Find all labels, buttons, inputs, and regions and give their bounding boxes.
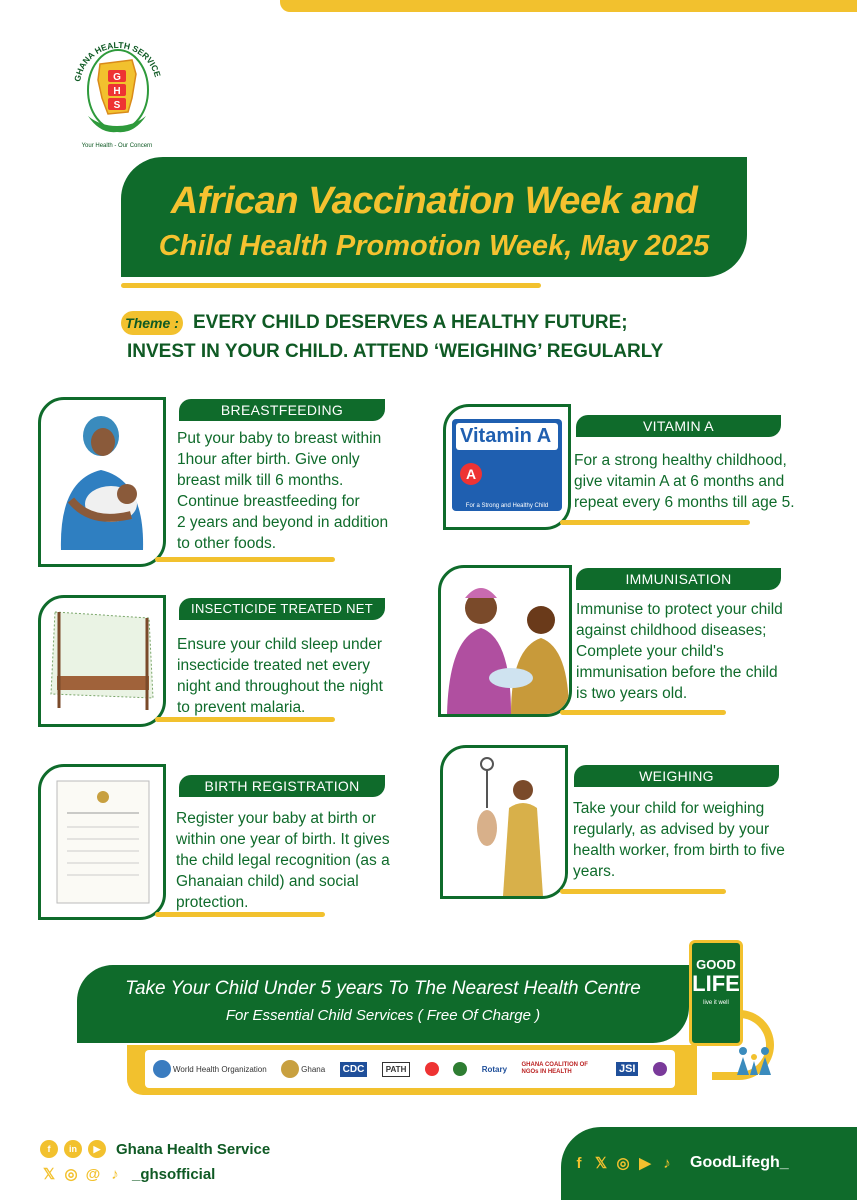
goodlife-logo	[689, 940, 743, 1046]
page-subtitle: Child Health Promotion Week, May 2025	[158, 230, 710, 262]
immunisation-image	[438, 565, 572, 717]
immunisation-line: Complete your child's	[576, 643, 724, 660]
goodlife-word-good: GOOD	[696, 957, 736, 972]
ghana-seal-icon	[453, 1062, 467, 1076]
vitamin-a-line: give vitamin A at 6 months and	[574, 473, 785, 490]
tiktok-icon[interactable]: ♪	[111, 1165, 119, 1183]
net-title: INSECTICIDE TREATED NET	[179, 598, 385, 620]
footer-social-row-2	[40, 1165, 215, 1183]
footer-org-name: Ghana Health Service	[116, 1140, 271, 1158]
birth-certificate-illustration	[41, 767, 163, 917]
facebook-icon[interactable]: f	[576, 1154, 582, 1172]
goodlife-tagline: live it well	[703, 1000, 729, 1006]
weighing-line: Take your child for weighing	[573, 800, 765, 817]
partner-rotary: Rotary	[481, 1064, 508, 1074]
birth-registration-image	[38, 764, 166, 920]
weighing-title: WEIGHING	[574, 765, 779, 787]
vitamin-a-poster-title: Vitamin A	[456, 423, 558, 450]
breastfeeding-line: Put your baby to breast within	[177, 430, 382, 447]
page-title: African Vaccination Week and	[170, 180, 698, 222]
vitamin-a-poster-caption: For a Strong and Healthy Child	[465, 503, 549, 509]
footer-social-row-1	[40, 1140, 270, 1158]
immunisation-line: immunisation before the child	[576, 664, 778, 681]
breastfeeding-line: to other foods.	[177, 535, 277, 552]
weighing-underline	[560, 889, 726, 894]
family-icon	[733, 1045, 775, 1077]
logo-letter-h: H	[113, 86, 121, 97]
partner-who-label: World Health Organization	[173, 1064, 267, 1074]
immunisation-illustration	[441, 568, 569, 714]
weighing-line: years.	[573, 863, 616, 880]
immunisation-line: Immunise to protect your child	[576, 601, 783, 618]
breastfeeding-line: 1hour after birth. Give only	[177, 451, 360, 468]
net-line: night and throughout the night	[177, 678, 383, 695]
breastfeeding-underline	[155, 557, 335, 562]
red-cross-icon	[425, 1062, 439, 1076]
partner-logos	[145, 1050, 675, 1088]
logo-arc-text: GHANA HEALTH SERVICE	[72, 39, 163, 83]
immunisation-line: is two years old.	[576, 685, 688, 702]
net-underline	[155, 717, 335, 722]
x-icon[interactable]: 𝕏	[42, 1166, 56, 1183]
theme-line-1: EVERY CHILD DESERVES A HEALTHY FUTURE;	[193, 312, 628, 333]
weighing-line: health worker, from birth to five	[573, 842, 785, 859]
weighing-text	[573, 798, 833, 882]
instagram-icon[interactable]: ◎	[64, 1166, 78, 1183]
partner-ghana	[281, 1060, 325, 1078]
footer-handle: _ghsofficial	[132, 1165, 216, 1183]
tiktok-icon[interactable]: ♪	[663, 1154, 671, 1172]
vitamin-a-line: repeat every 6 months till age 5.	[574, 494, 795, 511]
breastfeeding-line: Continue breastfeeding for	[177, 493, 360, 510]
net-image	[38, 595, 166, 727]
vitamin-a-line: For a strong healthy childhood,	[574, 452, 787, 469]
cta-banner	[77, 965, 689, 1043]
logo-tagline: Your Health - Our Concern	[81, 143, 153, 149]
ghana-crest-icon	[281, 1060, 299, 1078]
immunisation-title: IMMUNISATION	[576, 568, 781, 590]
bed-net-illustration	[41, 598, 163, 724]
breastfeeding-line: breast milk till 6 months.	[177, 472, 344, 489]
birth-registration-line: Ghanaian child) and social	[176, 873, 359, 890]
immunisation-text	[576, 599, 836, 704]
vitamin-a-poster	[452, 419, 562, 511]
partner-emblem-icon	[653, 1062, 667, 1076]
net-line: Ensure your child sleep under	[177, 636, 383, 653]
birth-registration-underline	[155, 912, 325, 917]
net-line: insecticide treated net every	[177, 657, 370, 674]
logo-letter-s: S	[113, 100, 121, 111]
theme-badge: Theme :	[121, 311, 183, 335]
weighing-line: regularly, as advised by your	[573, 821, 770, 838]
footer-right-social	[570, 1154, 789, 1172]
youtube-icon[interactable]: ▶	[88, 1140, 106, 1158]
weighing-image	[440, 745, 568, 899]
x-icon[interactable]: 𝕏	[594, 1155, 608, 1172]
immunisation-line: against childhood diseases;	[576, 622, 767, 639]
partner-jsi: JSI	[616, 1062, 639, 1076]
who-icon	[153, 1060, 171, 1078]
breastfeeding-image	[38, 397, 166, 567]
birth-registration-title: BIRTH REGISTRATION	[179, 775, 385, 797]
instagram-icon[interactable]: ◎	[616, 1155, 630, 1172]
birth-registration-line: protection.	[176, 894, 249, 911]
breastfeeding-title: BREASTFEEDING	[179, 399, 385, 421]
vitamin-a-title: VITAMIN A	[576, 415, 781, 437]
logo-letter-g: G	[113, 72, 121, 83]
vitamin-a-text	[574, 450, 844, 513]
breastfeeding-line: 2 years and beyond in addition	[177, 514, 389, 531]
youtube-icon[interactable]: ▶	[639, 1155, 651, 1172]
birth-registration-text	[176, 808, 436, 913]
ghs-logo	[70, 28, 165, 150]
partner-cdc: CDC	[340, 1062, 368, 1077]
mother-baby-illustration	[41, 400, 163, 564]
linkedin-icon[interactable]: in	[64, 1140, 82, 1158]
threads-icon[interactable]: @	[85, 1165, 101, 1183]
vitamin-a-image	[443, 404, 571, 530]
net-line: to prevent malaria.	[177, 699, 306, 716]
partner-path: PATH	[382, 1062, 411, 1077]
top-accent-bar	[280, 0, 857, 12]
facebook-icon[interactable]: f	[40, 1140, 58, 1158]
cta-subline: For Essential Child Services ( Free Of Charge )	[225, 1007, 541, 1024]
birth-registration-line: within one year of birth. It gives	[176, 831, 390, 848]
goodlife-handle: GoodLifegh_	[690, 1154, 789, 1171]
partner-ghana-label: Ghana	[301, 1064, 326, 1074]
vitamin-a-capsule-icon: A	[460, 463, 482, 485]
breastfeeding-text	[177, 428, 427, 554]
goodlife-word-life: LIFE	[692, 971, 740, 996]
partner-gcnh: GHANA COALITION OF NGOs IN HEALTH	[521, 1062, 588, 1075]
birth-registration-line: Register your baby at birth or	[176, 810, 376, 827]
birth-registration-line: the child legal recognition (as a	[176, 852, 390, 869]
theme-line-2: INVEST IN YOUR CHILD. ATTEND ‘WEIGHING’ REGULARLY	[127, 341, 664, 362]
weighing-illustration	[443, 748, 565, 896]
title-underline	[121, 283, 541, 288]
cta-headline: Take Your Child Under 5 years To The Nearest Health Centre	[125, 978, 641, 999]
vitamin-a-underline	[560, 520, 750, 525]
partner-who	[153, 1060, 267, 1078]
immunisation-underline	[560, 710, 726, 715]
net-text	[177, 634, 427, 718]
